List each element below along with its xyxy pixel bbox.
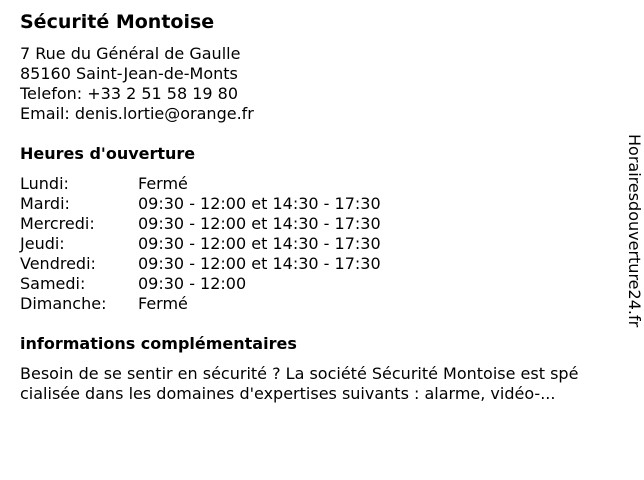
hours-row-saturday: [20, 274, 381, 294]
business-name: Sécurité Montoise: [20, 11, 215, 33]
hours-time: 09:30 - 12:00 et 14:30 - 17:30: [138, 194, 381, 213]
hours-day: Mercredi:: [20, 214, 95, 233]
site-watermark: Horairesdouverture24.fr: [625, 134, 644, 328]
hours-time: 09:30 - 12:00 et 14:30 - 17:30: [138, 234, 381, 253]
hours-day: Dimanche:: [20, 294, 107, 313]
hours-day: Jeudi:: [20, 234, 65, 253]
info-description: [20, 364, 620, 404]
info-line: Besoin de se sentir en sécurité ? La société Sécurité Montoise est spé: [20, 364, 579, 383]
hours-time: Fermé: [138, 294, 188, 313]
hours-time: Fermé: [138, 174, 188, 193]
hours-time: 09:30 - 12:00 et 14:30 - 17:30: [138, 254, 381, 273]
hours-row-thursday: [20, 234, 381, 254]
email-line: Email: denis.lortie@orange.fr: [20, 104, 254, 123]
hours-row-friday: [20, 254, 381, 274]
hours-day: Mardi:: [20, 194, 70, 213]
info-line: cialisée dans les domaines d'expertises suivants : alarme, vidéo-...: [20, 384, 556, 403]
hours-time: 09:30 - 12:00 et 14:30 - 17:30: [138, 214, 381, 233]
hours-heading: Heures d'ouverture: [20, 144, 196, 163]
phone-line: Telefon: +33 2 51 58 19 80: [20, 84, 239, 103]
hours-row-tuesday: [20, 194, 381, 214]
info-heading: informations complémentaires: [20, 334, 297, 353]
address-line-street: 7 Rue du Général de Gaulle: [20, 44, 241, 63]
hours-day: Lundi:: [20, 174, 69, 193]
hours-time: 09:30 - 12:00: [138, 274, 247, 293]
hours-row-wednesday: [20, 214, 381, 234]
hours-table: [20, 174, 381, 314]
hours-row-sunday: [20, 294, 381, 314]
hours-day: Samedi:: [20, 274, 86, 293]
address-line-city: 85160 Saint-Jean-de-Monts: [20, 64, 238, 83]
contact-block: [20, 44, 254, 124]
hours-row-monday: [20, 174, 381, 194]
hours-day: Vendredi:: [20, 254, 96, 273]
